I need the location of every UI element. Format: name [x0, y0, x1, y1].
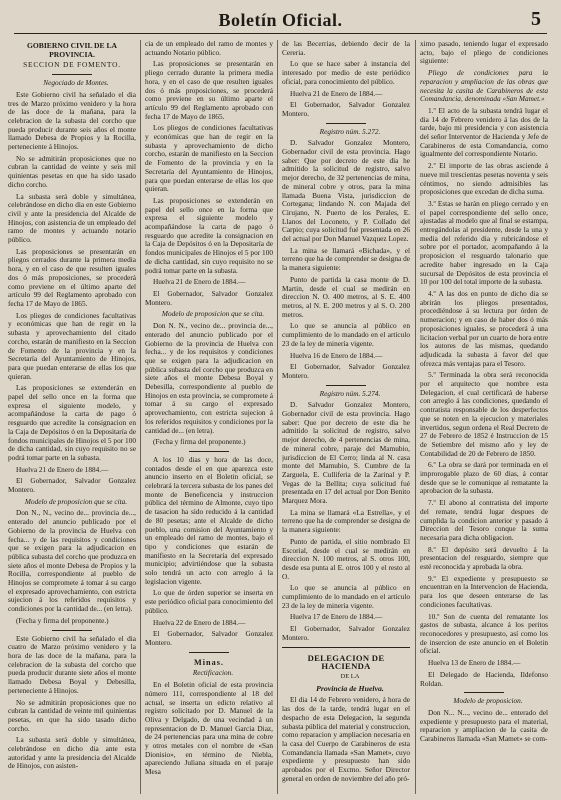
- paragraph: La subasta será doble y simultánea, celebrándose en dicho dia en este Gobierno civil y ante la presidencia del Alcalde de Hinojos, con asistencia de un empleado del ramo de montes y actuando notario público.: [8, 191, 136, 245]
- signature: El Gobernador, Salvador Gonzalez Montero.: [145, 288, 273, 307]
- date-line: Huelva 16 de Enero de 1884.—: [290, 350, 383, 360]
- date-line: Huelva 13 de Enero de 1884.—: [428, 658, 521, 668]
- paragraph: D. Salvador Gonzalez Montero, Gobernador civil de esta provincia. Hago saber: Que por decreto de este dia he admitido la solicitud de registro, salvo mejor derecho, de 4 pertenencias de mina, de mineral cobre, paraje del Mamubio, jurisdiccion de El Cerro; linda al N. casa monte del Mamubio, S. Cumbre de la Zarguela, E. Culliferia de la Zarinal y P. Vegas de la Bellita; cuya solicitud fué presentada en 17 del actual por Don Benito Marquez Mora.: [282, 400, 410, 506]
- column-divider: [415, 40, 416, 794]
- model-text: Don N... N..., vecino de... enterado del expediente y presupuesto para el material, reparacion y ampliacion de la casita de Carabineros llamada «San Mamet» se com-: [420, 707, 548, 744]
- paragraph: D. Salvador Gonzalez Montero, Gobernador civil de esta provincia. Hago saber: Que por decreto de este dia he admitido la solicitud de registro, salvo mejor derecho, de 32 pertenencias de mina, de mineral cobre y otros, para la mina llamada Buena Vista, jurisdiccion de Cortegana; lindando N. con Majada del Cirujano, N. Puerto de los Perales, E. Llanos del Loconeto, y P. Collado del Carpio; cuya solicitud fué presentada en 26 del actual por Don Manuel Vazquez Lopez.: [282, 138, 410, 244]
- paragraph: Este Gobierno civil ha señalado el dia cuatro de Marzo próximo venidero y la hora de las doce de la mañana, para la celebracion de la subasta del corcho que pueda producir durante siete años el monte llamado Debesa Boyal y Debesilla, perteneciente á Hinojos.: [8, 633, 136, 695]
- model-title: Modelo de proposicion que se cita.: [161, 309, 265, 319]
- paragraph: En el Boletin oficial de esta provincia número 111, correspondiente al 18 del actual, se inserta un edicto relativo al registro solicitado por D. Manuel de la Oliva y Delgado, de una vecindad á un representacion de D. Manuel García Diaz, de 24 pertenencias para una mina de cobre y otros metales con el nombre de «San Dionisio», en término de Niebla, apareciendo Juliana situada en el paraje Mesa: [145, 680, 273, 777]
- paragraph: Lo que se anuncia al público en cumplimiento de lo mandado en el artículo 23 de la ley de minería vigente.: [282, 321, 410, 348]
- paragraph: Lo que se hace saber á instancia del interesado por medio de este periódico oficial, para conocimiento del público.: [282, 59, 410, 86]
- paragraph: Los pliegos de condiciones facultativas y económicas que han de regir en la subasta y aprovechamiento del citado corcho, estarán de manifiesto en la Seccion de Fomento de la provincia y en la Secretaría del Ayuntamiento de Hinojos, para que puedan enterarse de ellas los que quieran.: [8, 310, 136, 381]
- column-2: [145, 40, 273, 795]
- delegacion-province: Provincia de Huelva.: [316, 683, 384, 693]
- divider: [282, 647, 410, 648]
- signature: El Gobernador, Salvador Gonzalez Montero.: [282, 100, 410, 118]
- subsection-title: Negociado de Montes.: [43, 78, 109, 88]
- divider: [189, 451, 229, 452]
- minas-heading: Minas.: [194, 657, 224, 667]
- divider: [52, 630, 92, 631]
- paragraph: cia de un empleado del ramo de montes y actuando Notario público.: [145, 40, 273, 57]
- paragraph: Punto de partida la casa monte de D. Martin, desde el cual se medirán en direccion N. O. 400 metros, al S. E. 400 metros, al N. E. 200 metros y al S. O. 200 metros.: [282, 274, 410, 319]
- model-title: Modelo de proposicion.: [453, 696, 523, 706]
- condition: 7.º El abono al contratista del importe del remate, tendrá lugar despues de cumplida la condicion anterior y pasado á Direccion del Tesoro conque la suma necesaria para dicha obligacion.: [420, 498, 548, 542]
- divider: [326, 385, 366, 386]
- date-line: Huelva 17 de Enero de 1884.—: [290, 612, 383, 622]
- condition: 6.º La obra se dará por terminada en el improrogable plazo de 60 dias, á contar desde que se le comunique al rematante la aprobacion de la subasta.: [420, 460, 548, 496]
- condition: 5.º Terminada la obra será reconocida por el arquitecto que nombre esta Delegacion, el cual certificará de haberse con arreglo á las condiciones, quedando el contratista responsable de los desperfectos que se noten en la ejecucion y materiales invertidos, segun ordena el Real Decreto de 27 de Febrero de 1852 é Instruccion de 15 de Setiembre del mismo año y ley de Contabilidad de 20 de Febrero de 1850.: [420, 370, 548, 458]
- condition: 1.º El acto de la subasta tendrá lugar el dia 14 de Febrero venidero á las dos de la tarde, bajo mi presidencia y con asistencia del señor Interventor de Hacienda y Jefe de Carabineros de esta Comandancia, como igualmente del correspondiente Notario.: [420, 105, 548, 159]
- condition: 9.º El expediente y presupuesto se encuentran en la Intervencion de Hacienda, para los que deseen enterarse de las condiciones facultativas.: [420, 573, 548, 609]
- registry-title: Registro núm. 5.274.: [319, 388, 381, 398]
- paragraph: Punto de partida, el sitio nombrado El Escorial, desde el cual se medirán en direccion N. 100 metros, al S. otros 100, desde esa punta al E. otros 100 y el resto al O.: [282, 536, 410, 581]
- registry-title: Registro núm. 5.272.: [319, 126, 381, 136]
- date-line: Huelva 22 de Enero de 1884.—: [153, 617, 246, 627]
- column-4: [420, 40, 548, 795]
- newspaper-title: Boletín Oficial.: [218, 10, 343, 30]
- paragraph: A los 10 dias y hora de las doce, contados desde el en que aparezca este anuncio inserto en el Boletin oficial, se celebrará la tercera subasta de los panes del monte de Beneficencia y instruccion pública del término de Almonte, cuyo tipo de tasacion ha sido reducido á la cantidad de 80 pesetas; ante el Alcalde de dicho pueblo, una comision del Ayuntamiento y un empleado del ramo de montes, bajo el tipo y condiciones que estarán de manifiesto en la Secretaría del expresado municipio; advirtiéndose que la subasta solo tendrá un acto con arreglo á la legislacion vigente.: [145, 454, 273, 586]
- paragraph: Este Gobierno civil ha señalado el dia tres de Marzo próximo venidero y la hora de las doce de la mañana, para la celebracion de la subasta del corcho que pueda producir durante seis años el monte llamado Debesa de Propios y la Rocilla, perteneciente á Hinojos.: [8, 89, 136, 152]
- signature: El Gobernador, Salvador Gonzalez Montero.: [145, 629, 273, 647]
- condition: 4.º A las dos en punto de dicho dia se abrirán los pliegos presentados, procediéndose á su lectura por órden de numeracion; y en caso de haber dos ó más proposiciones iguales, se procederá á una licitacion verbal por un cuarto de hora entre los autores de las mismas, quedando adjudicada la subasta á favor del que ofrezca más ventajas para el Tesoro.: [420, 288, 548, 368]
- delegacion-de: DE LA: [340, 673, 360, 680]
- paragraph: No se admitirán proposiciones que no cubran la cantidad de veinte y seis mil quinientas pesetas en que ha sido tasado dicho corcho.: [8, 153, 136, 189]
- condition: 10.º Son de cuenta del rematante los gastos de subasta, alcance á los peritos reconocedores y presupuesto, así como los de insercion de este anuncio en el Boletin oficial.: [420, 611, 548, 656]
- divider: [52, 74, 92, 75]
- page-header: [14, 6, 547, 34]
- paragraph: La mina se llamará «Bichada», y el terreno que ha de comprender se designa de la manera siguiente:: [282, 245, 410, 273]
- paragraph: Lo que se anuncia al público en cumplimiento de lo mandado en el artículo 23 de la ley de minería vigente.: [282, 583, 410, 610]
- column-divider: [140, 40, 141, 794]
- signature: El Delegado de Hacienda, Ildefonso Roldan.: [420, 669, 548, 688]
- model-close: (Fecha y firma del proponente.): [153, 437, 246, 447]
- date-line: Huelva 21 de Enero de 1884.—: [16, 464, 109, 474]
- condition: 8.º El depósito será devuelto á la presentacion del resguardo, siempre que esté reconocida y aprobada la obra.: [420, 544, 548, 572]
- condition: 2.º El importe de las obras asciende á nueve mil trescientas pesetas noventa y seis céntimos, no siendo admisibles las proposiciones que excedan de dicha suma.: [420, 161, 548, 197]
- model-title: Modelo de proposicion que se cita.: [24, 496, 128, 506]
- condition: 3.º Estas se harán en pliego cerrado y en el papel correspondiente del sello once, ajustadas al modelo que al final se estampa, entregándolas al presidente, desde la una y media del referido dia y rubricándose el sobre por el portador, acompañando á la proposicion el resguardo talonario que acredite haber ingresado en la Caja sucursal de Depósitos de esta provincia el 10 por 100 del total importe de la subasta.: [420, 198, 548, 287]
- paragraph: de las Becerrias, debiendo decir de la Cereria.: [282, 40, 410, 57]
- date-line: Huelva 21 de Enero de 1884.—: [153, 277, 246, 287]
- paragraph: No se admitirán proposiciones que no cubran la cantidad de veinte mil quinientas pesetas, en que ha sido tasado dicho corcho.: [8, 697, 136, 733]
- divider: [189, 652, 229, 653]
- paragraph: Las proposiciones se extenderán en papel del sello once en la forma que expresa el siguiente modelo y acompañándose la carta de pago ó resguardo que acredite la consignacion en la Caja de Depósitos ó en la Depositaría de fondos municipales de Hinojos el 5 por 100 de dicha cantidad, sin cuyo requisito no se podrá tomar parte en la subasta.: [145, 195, 273, 275]
- model-text: Don N., N., vecino de... provincia de..., enterado del anuncio publicado por el Gobierno de la provincia de Huelva con fecha... y de las requisitos y condiciones que se exigen para la adjudicacion en pública subasta del corcho que produzca en siete años el monte Debesa de Propios y la Rocilla, correspondiente al pueblo de Hinojos se compromete á tomar á su cargo el expresado aprovechamiento, con estricta sujecion á los referidos requisitos y condiciones por la cantidad de... (en letra).: [8, 508, 136, 614]
- model-text: Don N. N., vecino de... provincia de..., enterado del anuncio publicado por el Gobierno de la provincia de Huelva con fecha... y de los requisitos y condiciones que se exigen para la adjudicacion en pública subasta del corcho que produzca en siete años el monte Debesa Boyal y Debesilla, correspondiente al pueblo de Hinojos en esta provincia, se compromete á tomar á su cargo el expresado aprovechamiento, con estricta sujecion á los referidos requisitos y condiciones por la cantidad de... (en letra).: [145, 321, 273, 435]
- column-1: [8, 40, 136, 795]
- paragraph: La subasta será doble y simultánea, celebrándose en dicho dia ante esta autoridad y ante la presidencia del Alcalde de Hinojos, con asisten-: [8, 735, 136, 771]
- column-divider: [277, 40, 278, 794]
- model-close: (Fecha y firma del proponente.): [16, 615, 109, 625]
- divider: [326, 123, 366, 124]
- rectificacion-title: Rectificacion.: [192, 668, 234, 678]
- paragraph: Los pliegos de condiciones facultativas y económicas que han de regir en la subasta y aprovechamiento de dicho corcho, estarán de manifiesto en la Seccion de Fomento de la provincia y en la Secretaría del Ayuntamiento de Hinojos, para que puedan enterarse de ellas los que quieran.: [145, 123, 273, 194]
- header-rule: [14, 33, 547, 34]
- date-line: Huelva 21 de Enero de 1884.—: [290, 88, 383, 98]
- signature: El Gobernador, Salvador Gonzalez Montero.: [8, 476, 136, 495]
- signature: El Gobernador, Salvador Gonzalez Montero.: [282, 624, 410, 642]
- paragraph: Lo que de órden superior se inserta en este periódico oficial para conocimiento del público.: [145, 588, 273, 615]
- signature: El Gobernador, Salvador Gonzalez Montero.: [282, 362, 410, 380]
- paragraph: Las proposiciones se presentarán en pliegos cerrados durante la primera media hora, y en el caso de que resulten iguales dos ó más proposiciones, se procederá como previene en el último aparte del artículo 99 del Reglamento aprobado con fecha 17 de Mayo de 1865.: [8, 246, 136, 308]
- paragraph: Las proposiciones se presentarán en pliego cerrado durante la primera media hora, y en el caso de que resulten iguales dos ó más proposiciones, se procederá como previene en su último aparte el artículo 99 del Reglamento aprobado con fecha 17 de Mayo de 1865.: [145, 59, 273, 121]
- page-number: 5: [531, 8, 541, 30]
- paragraph: ximo pasado, teniendo lugar el expresado acto, bajo el pliego de condiciones siguiente:: [420, 40, 548, 66]
- pliego-title: Pliego de condiciones para la reparacion y ampliacion de las obras que necesita la casita de Carabineros de esta Comandancia, denominada «San Mamet.»: [420, 68, 548, 104]
- section-heading: GOBIERNO CIVIL DE LA PROVINCIA.: [26, 41, 118, 59]
- divider: [464, 692, 504, 693]
- column-3: [282, 40, 410, 795]
- delegacion-heading: DELEGACION DE HACIENDA: [307, 652, 385, 672]
- section-subheading: SECCION DE FOMENTO.: [23, 60, 121, 70]
- paragraph: Las proposiciones se extenderán en papel del sello once en la forma que expresa el siguiente modelo, y acompañándose la carta de pago ó resguardo que acredite la consignacion en la Caja de Depósitos ó en la Depositaría de fondos municipales de Hinojos el 5 por 100 de dicha cantidad, sin cuyo requisito no se podrá tomar parte en la subasta.: [8, 383, 136, 462]
- paragraph: El dia 14 de Febrero venidero, á hora de las dos de la tarde, tendrá lugar en el despacho de esta Delegacion, la segunda subasta pública del material y construccion, como reparacion y ampliacion necesaria en la casa del Cuerpo de Carabineros de esta Comandancia llamada «San Mamet», cuyo expediente y presupuesto han sido aprobados por el Excmo. Señor Director general en orden de noviembre del año pró-: [282, 695, 410, 783]
- paragraph: La mina se llamará «La Estrella», y el terreno que ha de comprender se designa de la manera siguiente:: [282, 507, 410, 535]
